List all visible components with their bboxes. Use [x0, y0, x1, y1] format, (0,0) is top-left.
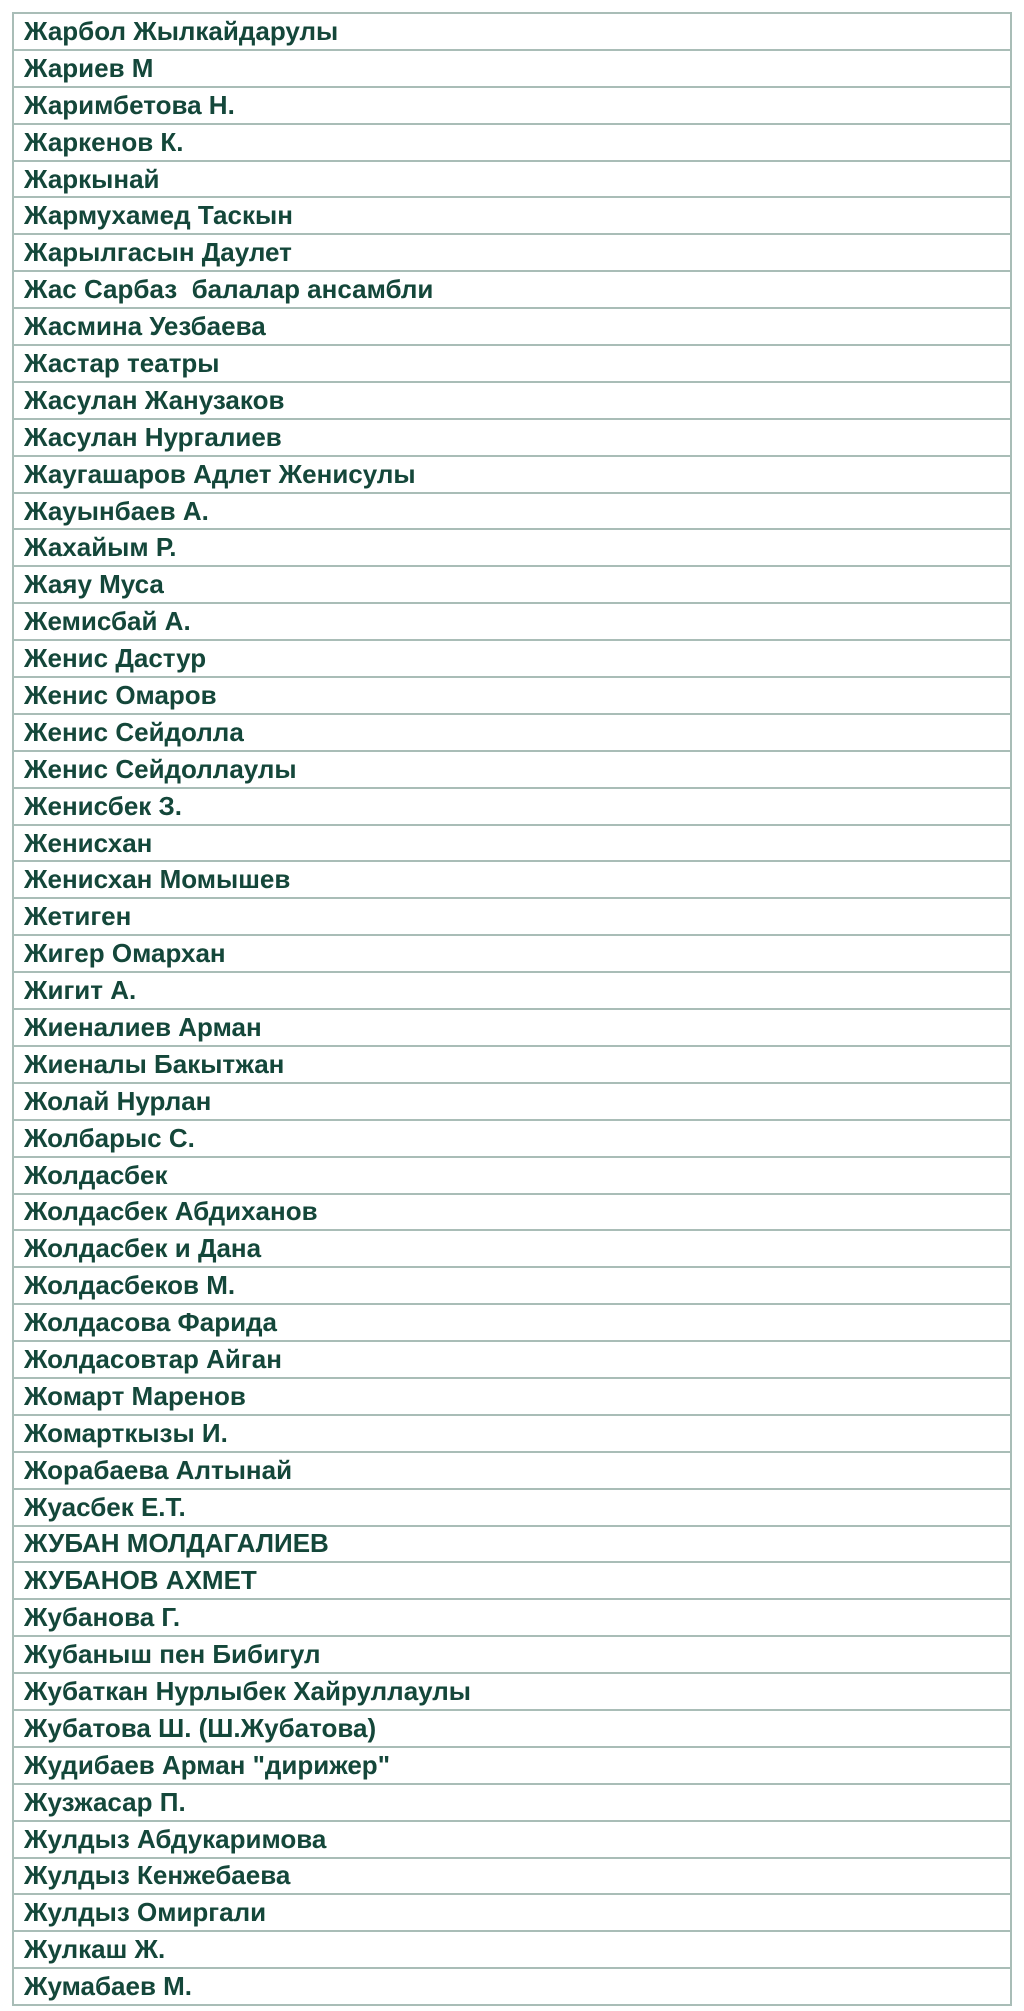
table-row: Жолдасовтар Айган — [14, 1342, 1010, 1379]
table-row: Жасулан Жанузаков — [14, 383, 1010, 420]
table-row: Женис Омаров — [14, 678, 1010, 715]
table-row: Жомарткызы И. — [14, 1416, 1010, 1453]
table-row: Жарбол Жылкайдарулы — [14, 14, 1010, 51]
table-row: Жумабаев М. — [14, 1969, 1010, 2006]
table-row: Жомарт Маренов — [14, 1379, 1010, 1416]
table-row: ЖУБАНОВ АХМЕТ — [14, 1563, 1010, 1600]
table-row: Жолбарыс С. — [14, 1121, 1010, 1158]
table-row: Жубаткан Нурлыбек Хайруллаулы — [14, 1674, 1010, 1711]
table-row: Жигит А. — [14, 973, 1010, 1010]
table-row: Жастар театры — [14, 346, 1010, 383]
table-row: Женис Сейдоллаулы — [14, 752, 1010, 789]
table-row: Жаркынай — [14, 162, 1010, 199]
table-row: Жолдасова Фарида — [14, 1305, 1010, 1342]
table-row: Жаркенов К. — [14, 125, 1010, 162]
table-row: Жетиген — [14, 899, 1010, 936]
table-row: Женис Сейдолла — [14, 715, 1010, 752]
table-row: Жулдыз Кенжебаева — [14, 1859, 1010, 1896]
table-row: Жасмина Уезбаева — [14, 309, 1010, 346]
table-row: Женисхан Момышев — [14, 862, 1010, 899]
table-row: Жемисбай А. — [14, 604, 1010, 641]
table-row: Жахайым Р. — [14, 530, 1010, 567]
table-row: Жигер Омархан — [14, 936, 1010, 973]
table-row: Жулдыз Абдукаримова — [14, 1822, 1010, 1859]
table-row: Жауынбаев А. — [14, 494, 1010, 531]
table-row: Жолдасбек — [14, 1158, 1010, 1195]
table-row: Женис Дастур — [14, 641, 1010, 678]
table-row: Женисбек З. — [14, 789, 1010, 826]
table-row: Жолдасбек Абдиханов — [14, 1195, 1010, 1232]
table-row: Жиеналиев Арман — [14, 1010, 1010, 1047]
table-row: Жудибаев Арман "дирижер" — [14, 1748, 1010, 1785]
table-row: Жаяу Муса — [14, 567, 1010, 604]
table-row: Жармухамед Таскын — [14, 198, 1010, 235]
table-row: Жорабаева Алтынай — [14, 1453, 1010, 1490]
table-row: Жулкаш Ж. — [14, 1932, 1010, 1969]
table-row: Жарылгасын Даулет — [14, 235, 1010, 272]
table-row: Жолдасбек и Дана — [14, 1231, 1010, 1268]
table-row: Жубаныш пен Бибигул — [14, 1637, 1010, 1674]
table-row: Жаугашаров Адлет Женисулы — [14, 457, 1010, 494]
table-row: Жуасбек Е.Т. — [14, 1490, 1010, 1527]
table-row: ЖУБАН МОЛДАГАЛИЕВ — [14, 1527, 1010, 1564]
table-row: Жулдыз Омиргали — [14, 1895, 1010, 1932]
table-row: Жаримбетова Н. — [14, 88, 1010, 125]
table-row: Жасулан Нургалиев — [14, 420, 1010, 457]
table-row: Женисхан — [14, 826, 1010, 863]
table-row: Жубанова Г. — [14, 1600, 1010, 1637]
table-row: Жолай Нурлан — [14, 1084, 1010, 1121]
table-row: Жас Сарбаз балалар ансамбли — [14, 272, 1010, 309]
name-list-table — [12, 12, 1012, 2006]
table-row: Жубатова Ш. (Ш.Жубатова) — [14, 1711, 1010, 1748]
table-row: Жолдасбеков М. — [14, 1268, 1010, 1305]
table-row: Жариев М — [14, 51, 1010, 88]
table-row: Жузжасар П. — [14, 1785, 1010, 1822]
table-row: Жиеналы Бакытжан — [14, 1047, 1010, 1084]
